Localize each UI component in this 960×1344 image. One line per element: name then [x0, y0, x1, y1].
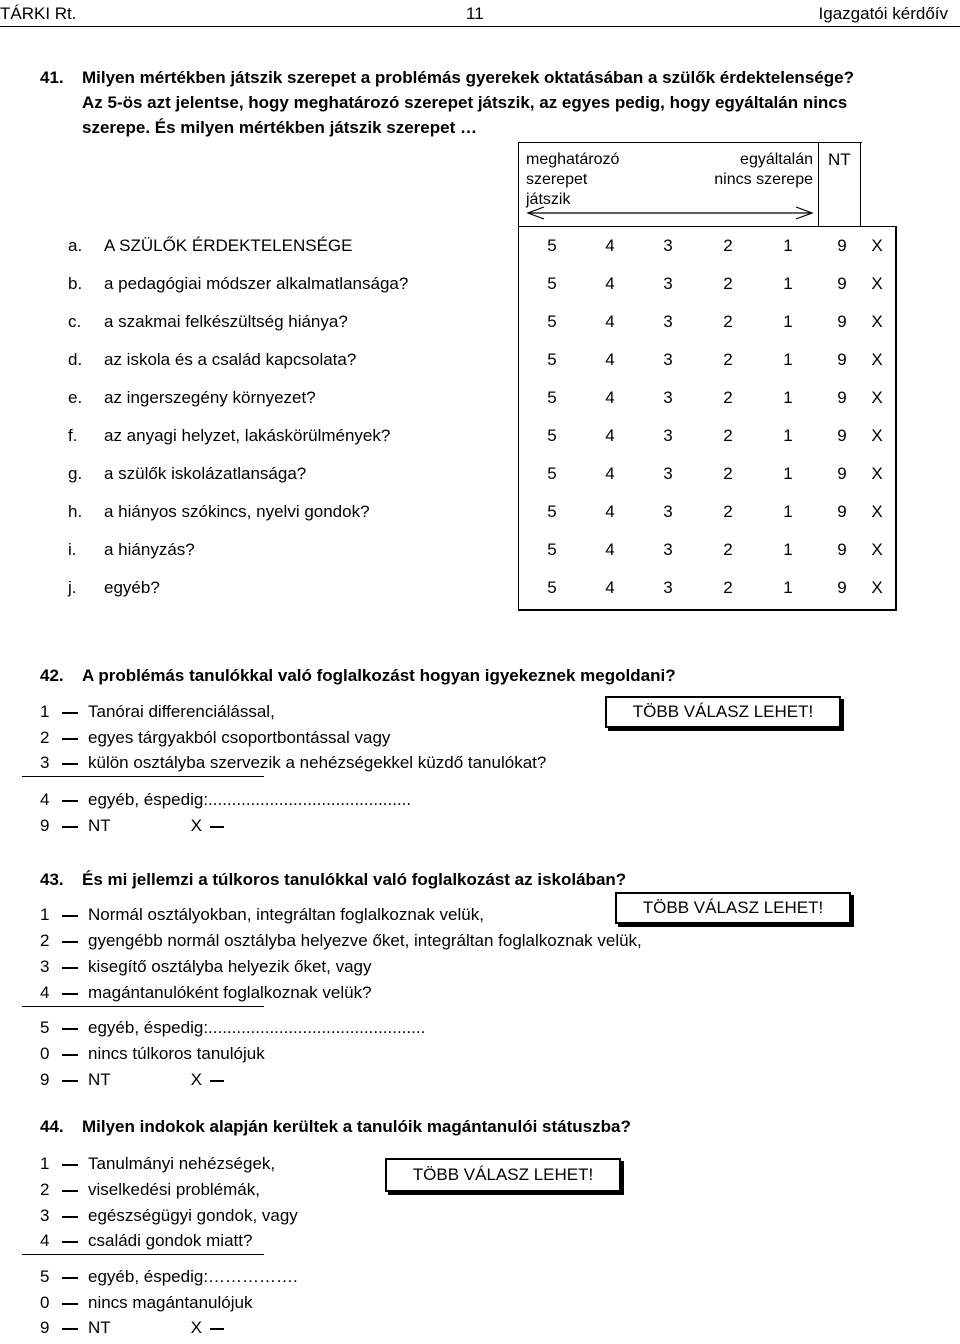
q41-score-option[interactable]: 3: [663, 426, 673, 445]
q41-score-option[interactable]: 9: [837, 540, 847, 559]
q41-item-label: az iskola és a család kapcsolata?: [104, 350, 357, 369]
q42-option-3[interactable]: 3 külön osztályba szervezik a nehézségekkel küzdő tanulókat?: [40, 753, 547, 772]
q41-score-option[interactable]: 9: [837, 236, 847, 255]
header-rule: [0, 26, 960, 27]
q43-option-3[interactable]: 3 kisegítő osztályba helyezik őket, vagy: [40, 957, 372, 976]
q41-score-option[interactable]: 4: [605, 502, 615, 521]
q41-item-letter: g.: [68, 464, 83, 483]
q42-option-2[interactable]: 2 egyes tárgyakból csoportbontással vagy: [40, 728, 391, 747]
q41-score-option[interactable]: 2: [723, 578, 733, 597]
q41-item-label: a szülők iskolázatlansága?: [104, 464, 307, 483]
q41-line-1: Milyen mértékben játszik szerepet a problémás gyerekek oktatásában a szülők érdektelensége?: [82, 68, 854, 87]
q42-text: A problémás tanulókkal való foglalkozást hogyan igyekeznek megoldani?: [82, 666, 676, 685]
q43-text: És mi jellemzi a túlkoros tanulókkal való foglalkozást az iskolában?: [82, 870, 627, 889]
q41-score-option[interactable]: 2: [723, 274, 733, 293]
q41-item-row: [0, 426, 960, 456]
q43-number: 43.: [40, 870, 64, 889]
q41-score-option[interactable]: 9: [837, 388, 847, 407]
q41-score-option[interactable]: 5: [547, 502, 557, 521]
q44-separator: [22, 1254, 264, 1255]
q41-item-label: a szakmai felkészültség hiánya?: [104, 312, 348, 331]
q44-x-mark: X: [190, 1318, 203, 1337]
q41-item-letter: c.: [68, 312, 82, 331]
q41-score-option[interactable]: 3: [663, 540, 673, 559]
q41-score-option[interactable]: 9: [837, 464, 847, 483]
q41-item-row: [0, 274, 960, 304]
q41-item-label: a hiányzás?: [104, 540, 195, 559]
q41-item-label: a pedagógiai módszer alkalmatlansága?: [104, 274, 409, 293]
scale-left-label: meghatározó szerepet játszik: [526, 151, 620, 208]
q41-item-letter: f.: [68, 426, 78, 445]
scale-double-arrow-icon: [526, 204, 816, 222]
q41-item-label: egyéb?: [104, 578, 160, 597]
q41-score-option[interactable]: 5: [547, 388, 557, 407]
q41-score-option[interactable]: 1: [783, 502, 793, 521]
nt-column-label: NT: [828, 150, 851, 169]
q41-item-row: [0, 350, 960, 380]
q43-option-1[interactable]: 1 Normál osztályokban, integráltan foglalkoznak velük,: [40, 905, 484, 924]
q41-score-option[interactable]: 9: [837, 578, 847, 597]
q44-option-3[interactable]: 3 egészségügyi gondok, vagy: [40, 1206, 298, 1225]
q41-score-option[interactable]: 5: [547, 312, 557, 331]
q41-score-option[interactable]: 1: [783, 274, 793, 293]
q41-score-option[interactable]: 9: [837, 502, 847, 521]
q41-score-option[interactable]: 4: [605, 312, 615, 331]
q41-item-row: [0, 502, 960, 532]
q41-item-row: [0, 312, 960, 342]
q41-item-letter: j.: [68, 578, 77, 597]
q41-score-option[interactable]: 5: [547, 578, 557, 597]
q41-score-option[interactable]: 2: [723, 312, 733, 331]
q41-score-option[interactable]: 2: [723, 502, 733, 521]
q41-score-option[interactable]: X: [871, 236, 883, 255]
q41-item-label: az anyagi helyzet, lakáskörülmények?: [104, 426, 391, 445]
q41-score-option[interactable]: 2: [723, 236, 733, 255]
q41-item-row: [0, 578, 960, 608]
q42-option-4[interactable]: 4 egyéb, éspedig:...........................................: [40, 790, 412, 809]
q41-score-option[interactable]: 1: [783, 388, 793, 407]
q41-score-option[interactable]: X: [871, 350, 883, 369]
q41-score-option[interactable]: 4: [605, 274, 615, 293]
q41-score-option[interactable]: 4: [605, 464, 615, 483]
q41-number: 41.: [40, 68, 64, 87]
q41-score-option[interactable]: 9: [837, 426, 847, 445]
q41-score-option[interactable]: 1: [783, 426, 793, 445]
scale-right-label: egyáltalán nincs szerepe: [714, 151, 813, 188]
q41-score-option[interactable]: X: [871, 274, 883, 293]
q41-score-option[interactable]: X: [871, 464, 883, 483]
q41-score-option[interactable]: 5: [547, 540, 557, 559]
q41-score-option[interactable]: X: [871, 388, 883, 407]
q41-score-option[interactable]: 3: [663, 312, 673, 331]
q41-item-letter: d.: [68, 350, 83, 369]
q41-score-option[interactable]: X: [871, 578, 883, 597]
q41-score-option[interactable]: 2: [723, 540, 733, 559]
q41-item-letter: e.: [68, 388, 83, 407]
q41-score-option[interactable]: 3: [663, 502, 673, 521]
q41-score-option[interactable]: 3: [663, 274, 673, 293]
q41-item-row: [0, 464, 960, 494]
q43-option-5[interactable]: 5 egyéb, éspedig:..............................................: [40, 1018, 426, 1037]
q42-option-1[interactable]: 1 Tanórai differenciálással,: [40, 702, 275, 721]
q41-score-option[interactable]: 9: [837, 274, 847, 293]
q41-score-option[interactable]: 4: [605, 540, 615, 559]
q41-item-letter: i.: [68, 540, 77, 559]
q41-score-option[interactable]: 1: [783, 578, 793, 597]
q44-option-1[interactable]: 1 Tanulmányi nehézségek,: [40, 1154, 276, 1173]
q41-score-option[interactable]: 3: [663, 464, 673, 483]
q42-number: 42.: [40, 666, 64, 685]
q41-item-label: A SZÜLŐK ÉRDEKTELENSÉGE: [104, 236, 353, 255]
q44-option-5[interactable]: 5 egyéb, éspedig:…………….: [40, 1267, 298, 1286]
q44-option-2[interactable]: 2 viselkedési problémák,: [40, 1180, 260, 1199]
q43-separator: [22, 1006, 264, 1007]
q41-item-letter: a.: [68, 236, 83, 255]
q41-score-option[interactable]: 1: [783, 312, 793, 331]
q43-multi-answer-note: TÖBB VÁLASZ LEHET!: [615, 892, 851, 924]
q41-line-3: szerepe. És milyen mértékben játszik szerepet …: [82, 118, 477, 137]
q41-score-option[interactable]: X: [871, 540, 883, 559]
q41-score-option[interactable]: 5: [547, 274, 557, 293]
q43-x-mark: X: [190, 1070, 203, 1089]
q44-option-nt[interactable]: 9 NT X: [40, 1318, 224, 1344]
q42-multi-answer-note: TÖBB VÁLASZ LEHET!: [605, 696, 841, 728]
q41-score-option[interactable]: 2: [723, 464, 733, 483]
q41-item-row: [0, 540, 960, 570]
q41-item-letter: b.: [68, 274, 83, 293]
q41-score-option[interactable]: X: [871, 312, 883, 331]
q41-score-option[interactable]: 2: [723, 426, 733, 445]
q41-score-option[interactable]: 9: [837, 350, 847, 369]
q41-item-letter: h.: [68, 502, 83, 521]
q41-score-option[interactable]: 5: [547, 464, 557, 483]
header-left: TÁRKI Rt.: [0, 4, 77, 23]
q44-option-0[interactable]: 0 nincs magántanulójuk: [40, 1293, 253, 1312]
q44-number: 44.: [40, 1117, 64, 1136]
q41-item-label: a hiányos szókincs, nyelvi gondok?: [104, 502, 370, 521]
q43-option-4[interactable]: 4 magántanulóként foglalkoznak velük?: [40, 983, 372, 1002]
q41-score-option[interactable]: 2: [723, 350, 733, 369]
q42-separator: [22, 776, 264, 777]
header-right: Igazgatói kérdőív: [818, 4, 948, 23]
q42-option-nt[interactable]: 9 NT X: [40, 816, 224, 842]
q41-score-option[interactable]: 5: [547, 236, 557, 255]
q41-item-label: az ingerszegény környezet?: [104, 388, 316, 407]
q41-score-option[interactable]: 4: [605, 350, 615, 369]
q41-item-row: [0, 236, 960, 266]
q44-text: Milyen indokok alapján kerültek a tanulóik magántanulói státuszba?: [82, 1117, 631, 1136]
q41-score-option[interactable]: 4: [605, 388, 615, 407]
q43-option-0[interactable]: 0 nincs túlkoros tanulójuk: [40, 1044, 265, 1063]
q41-score-option[interactable]: 9: [837, 312, 847, 331]
q41-score-option[interactable]: 3: [663, 388, 673, 407]
q44-multi-answer-note: TÖBB VÁLASZ LEHET!: [385, 1158, 621, 1192]
q41-score-option[interactable]: 3: [663, 578, 673, 597]
q43-option-nt[interactable]: 9 NT X: [40, 1070, 224, 1096]
q41-score-option[interactable]: 4: [605, 236, 615, 255]
q41-score-option[interactable]: 4: [605, 578, 615, 597]
q41-score-option[interactable]: 4: [605, 426, 615, 445]
q41-score-option[interactable]: 1: [783, 540, 793, 559]
q42-x-mark: X: [190, 816, 203, 835]
q41-score-option[interactable]: 5: [547, 426, 557, 445]
q41-score-option[interactable]: 3: [663, 350, 673, 369]
q41-score-option[interactable]: 3: [663, 236, 673, 255]
q41-score-option[interactable]: 1: [783, 236, 793, 255]
q41-line-2: Az 5-ös azt jelentse, hogy meghatározó szerepet játszik, az egyes pedig, hogy egyáltalán nincs: [82, 93, 848, 112]
q43-option-2[interactable]: 2 gyengébb normál osztályba helyezve őket, integráltan foglalkoznak velük,: [40, 931, 642, 950]
q41-score-option[interactable]: 2: [723, 388, 733, 407]
page-number: 11: [466, 4, 484, 23]
q41-score-option[interactable]: 5: [547, 350, 557, 369]
q41-item-row: [0, 388, 960, 418]
q41-score-option[interactable]: X: [871, 502, 883, 521]
q41-score-option[interactable]: 1: [783, 464, 793, 483]
q41-score-option[interactable]: X: [871, 426, 883, 445]
q41-score-option[interactable]: 1: [783, 350, 793, 369]
q44-option-4[interactable]: 4 családi gondok miatt?: [40, 1231, 253, 1250]
